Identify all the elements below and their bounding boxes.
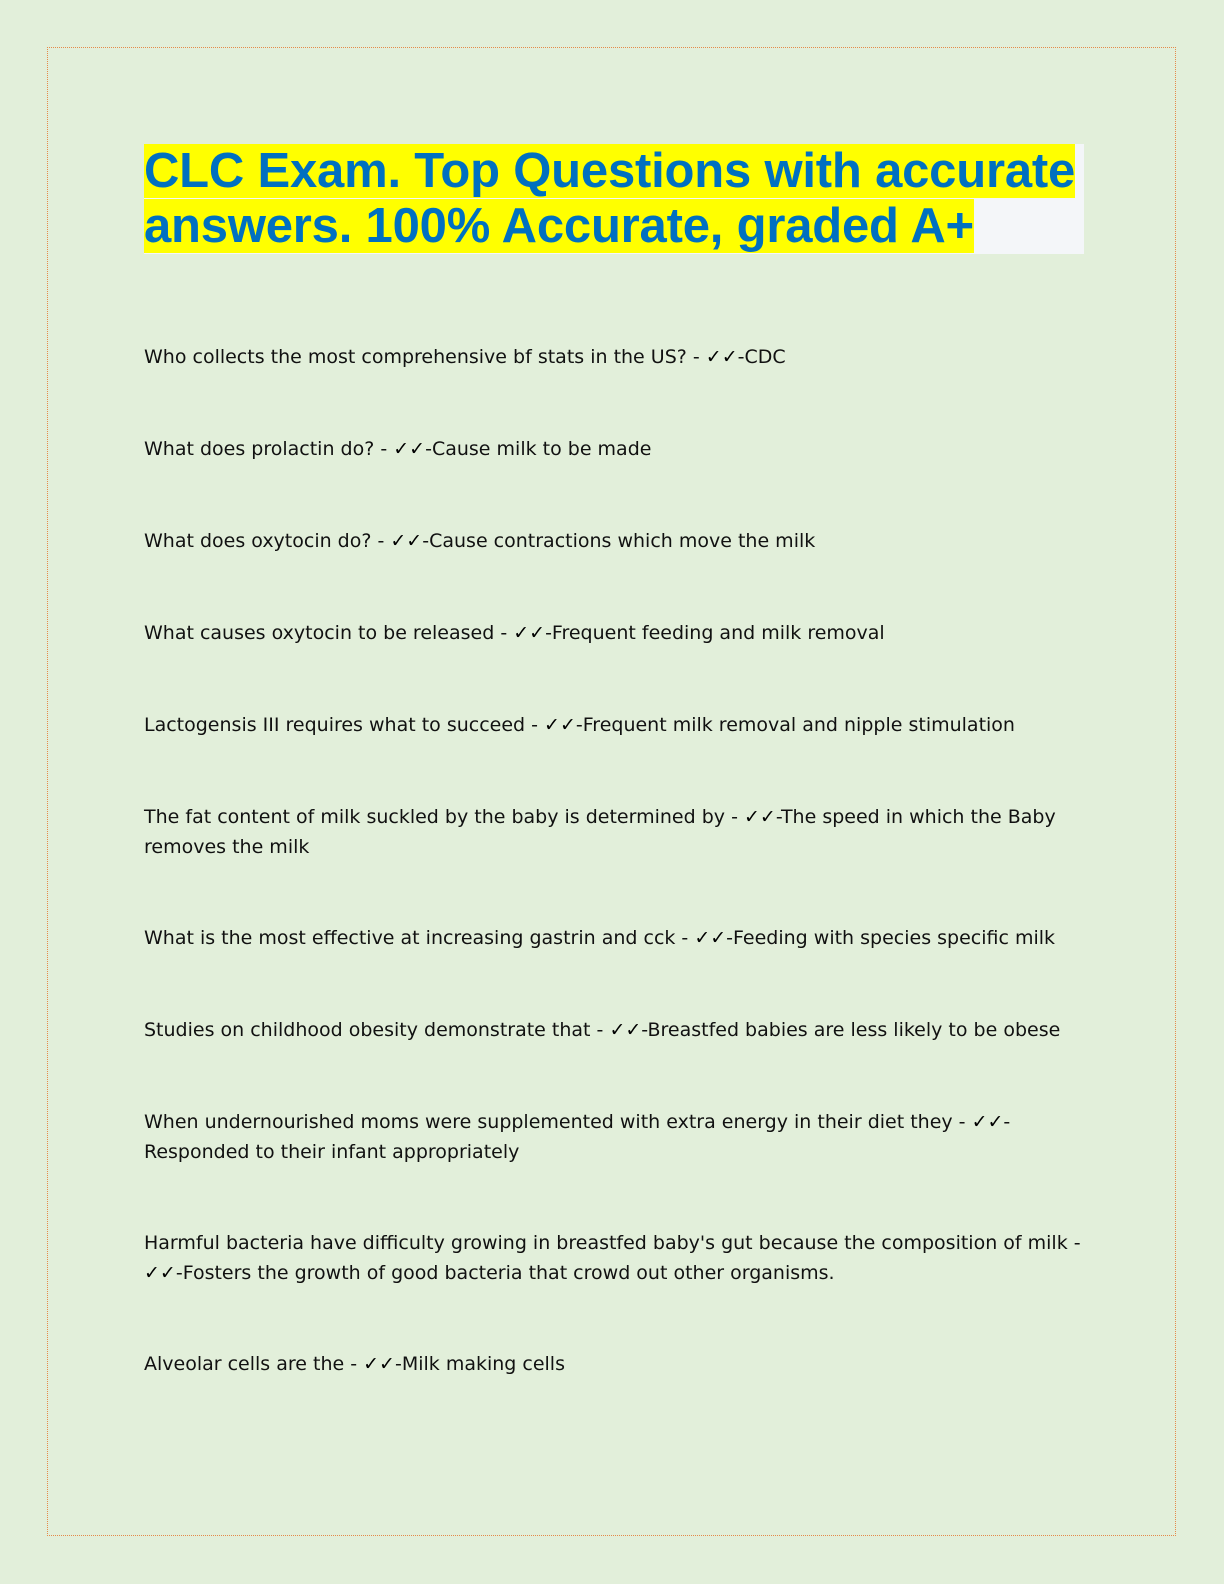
qa-item: Studies on childhood obesity demonstrate that - ✓✓-Breastfed babies are less likely to be obese bbox=[144, 1019, 1061, 1041]
question-text: Studies on childhood obesity demonstrate that bbox=[144, 1019, 591, 1041]
question-text: What does oxytocin do? bbox=[144, 530, 372, 552]
question-text: When undernourished moms were supplemented with extra energy in their diet they bbox=[144, 1111, 953, 1133]
check-icon: ✓✓ bbox=[705, 346, 738, 368]
question-text: The fat content of milk suckled by the baby is determined by bbox=[144, 806, 726, 828]
check-icon: ✓✓ bbox=[544, 714, 576, 736]
qa-item: What does oxytocin do? - ✓✓-Cause contractions which move the milk bbox=[144, 530, 816, 552]
answer-text: Feeding with species specific milk bbox=[733, 927, 1056, 949]
answer-text: Frequent milk removal and nipple stimulation bbox=[582, 714, 1015, 736]
check-icon: ✓✓ bbox=[743, 806, 776, 828]
question-text: What does prolactin do? bbox=[144, 438, 375, 460]
check-icon: ✓✓ bbox=[393, 438, 426, 460]
answer-text: Cause contractions which move the milk bbox=[429, 530, 816, 552]
page-border bbox=[47, 47, 1176, 1536]
qa-item: Harmful bacteria have difficulty growing in breastfed baby's gut because the composition of milk - ✓✓-Fosters the growth of good bacteria that crowd out other organisms. bbox=[144, 1232, 1081, 1284]
document-title-text: CLC Exam. Top Questions with accurate answers. 100% Accurate, graded A+ bbox=[144, 144, 1076, 253]
qa-item: Alveolar cells are the - ✓✓-Milk making cells bbox=[144, 1353, 565, 1375]
qa-item: Lactogensis III requires what to succeed - ✓✓-Frequent milk removal and nipple stimulation bbox=[144, 714, 1015, 736]
document-title bbox=[144, 144, 1084, 254]
question-text: Who collects the most comprehensive bf stats in the US? bbox=[144, 346, 687, 368]
answer-text: Frequent feeding and milk removal bbox=[551, 622, 885, 644]
qa-item: What causes oxytocin to be released - ✓✓-Frequent feeding and milk removal bbox=[144, 622, 885, 644]
check-icon: ✓✓ bbox=[694, 927, 727, 949]
qa-item: What does prolactin do? - ✓✓-Cause milk to be made bbox=[144, 438, 652, 460]
answer-text: Milk making cells bbox=[401, 1353, 565, 1375]
answer-text: Responded to their infant appropriately bbox=[144, 1141, 520, 1163]
question-text: What is the most effective at increasing gastrin and cck bbox=[144, 927, 676, 949]
answer-text: Cause milk to be made bbox=[431, 438, 652, 460]
answer-text: Breastfed babies are less likely to be obese bbox=[647, 1019, 1061, 1041]
question-text: Alveolar cells are the bbox=[144, 1353, 345, 1375]
question-text: Lactogensis III requires what to succeed bbox=[144, 714, 526, 736]
question-text: What causes oxytocin to be released bbox=[144, 622, 495, 644]
qa-item: When undernourished moms were supplemented with extra energy in their diet they - ✓✓-Responded to their infant appropriately bbox=[144, 1111, 1011, 1163]
check-icon: ✓✓ bbox=[971, 1111, 1004, 1133]
question-text: Harmful bacteria have difficulty growing in breastfed baby's gut because the composition of milk bbox=[144, 1232, 1068, 1254]
qa-item: What is the most effective at increasing gastrin and cck - ✓✓-Feeding with species specific milk bbox=[144, 927, 1056, 949]
qa-item: The fat content of milk suckled by the baby is determined by - ✓✓-The speed in which the Baby removes the milk bbox=[144, 806, 1056, 858]
check-icon: ✓✓ bbox=[144, 1262, 176, 1284]
qa-item: Who collects the most comprehensive bf stats in the US? - ✓✓-CDC bbox=[144, 346, 786, 368]
answer-text: CDC bbox=[744, 346, 786, 368]
check-icon: ✓✓ bbox=[363, 1353, 395, 1375]
answer-text: The speed in which the Baby removes the milk bbox=[144, 806, 1056, 858]
check-icon: ✓✓ bbox=[513, 622, 546, 644]
check-icon: ✓✓ bbox=[390, 530, 423, 552]
check-icon: ✓✓ bbox=[609, 1019, 642, 1041]
title-block bbox=[144, 144, 1084, 254]
answer-text: Fosters the growth of good bacteria that crowd out other organisms. bbox=[182, 1262, 835, 1284]
